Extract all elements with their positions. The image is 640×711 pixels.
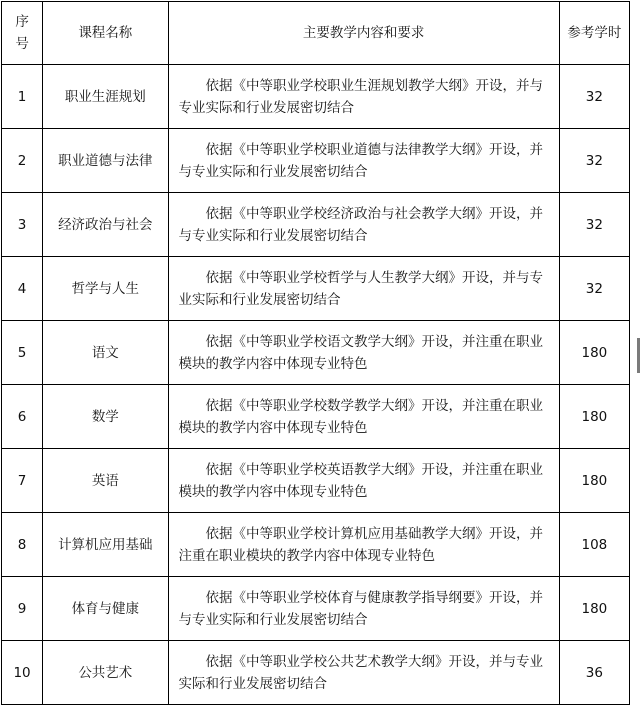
row-course-name: 职业道德与法律 [43, 129, 168, 193]
row-content-text: 依据《中等职业学校公共艺术教学大纲》开设，并与专业实际和行业发展密切结合 [178, 653, 544, 692]
row-content-text: 依据《中等职业学校英语教学大纲》开设，并注重在职业模块的教学内容中体现专业特色 [178, 461, 544, 500]
table-body [2, 65, 630, 705]
row-reference-hours: 32 [559, 257, 629, 321]
table-row [2, 193, 630, 257]
row-serial-number: 7 [2, 449, 43, 513]
row-reference-hours: 180 [559, 577, 629, 641]
row-course-name: 语文 [43, 321, 168, 385]
row-course-name: 哲学与人生 [43, 257, 168, 321]
row-content-text: 依据《中等职业学校哲学与人生教学大纲》开设，并与专业实际和行业发展密切结合 [178, 269, 544, 308]
row-content-text: 依据《中等职业学校计算机应用基础教学大纲》开设，并注重在职业模块的教学内容中体现专业特色 [178, 525, 544, 564]
row-content-cell [168, 65, 559, 129]
row-reference-hours: 32 [559, 65, 629, 129]
row-content-text: 依据《中等职业学校语文教学大纲》开设，并注重在职业模块的教学内容中体现专业特色 [178, 333, 544, 372]
row-serial-number: 1 [2, 65, 43, 129]
row-serial-number: 3 [2, 193, 43, 257]
table-row [2, 257, 630, 321]
header-serial-number-text: 序号 [15, 14, 29, 52]
table-row [2, 385, 630, 449]
row-reference-hours: 180 [559, 449, 629, 513]
row-content-cell [168, 193, 559, 257]
row-course-name: 经济政治与社会 [43, 193, 168, 257]
row-serial-number: 6 [2, 385, 43, 449]
row-serial-number: 9 [2, 577, 43, 641]
row-serial-number: 10 [2, 641, 43, 705]
row-course-name: 公共艺术 [43, 641, 168, 705]
row-content-cell [168, 577, 559, 641]
row-reference-hours: 180 [559, 321, 629, 385]
row-reference-hours: 32 [559, 193, 629, 257]
row-serial-number: 4 [2, 257, 43, 321]
row-course-name: 英语 [43, 449, 168, 513]
row-content-text: 依据《中等职业学校职业生涯规划教学大纲》开设，并与专业实际和行业发展密切结合 [178, 77, 544, 116]
row-serial-number: 2 [2, 129, 43, 193]
row-content-text: 依据《中等职业学校职业道德与法律教学大纲》开设，并与专业实际和行业发展密切结合 [178, 141, 544, 180]
row-content-cell [168, 513, 559, 577]
header-content-requirements: 主要教学内容和要求 [168, 2, 559, 65]
row-content-cell [168, 385, 559, 449]
row-content-text: 依据《中等职业学校数学教学大纲》开设，并注重在职业模块的教学内容中体现专业特色 [178, 397, 544, 436]
row-content-text: 依据《中等职业学校经济政治与社会教学大纲》开设，并与专业实际和行业发展密切结合 [178, 205, 544, 244]
row-content-cell [168, 129, 559, 193]
row-serial-number: 8 [2, 513, 43, 577]
table-row [2, 577, 630, 641]
row-content-cell [168, 641, 559, 705]
row-content-text: 依据《中等职业学校体育与健康教学指导纲要》开设，并与专业实际和行业发展密切结合 [178, 589, 544, 628]
row-reference-hours: 108 [559, 513, 629, 577]
header-serial-number [2, 2, 43, 65]
table-row [2, 641, 630, 705]
row-reference-hours: 36 [559, 641, 629, 705]
row-course-name: 数学 [43, 385, 168, 449]
row-content-cell [168, 321, 559, 385]
course-table [1, 1, 630, 705]
table-header [2, 2, 630, 65]
table-row [2, 321, 630, 385]
row-course-name: 体育与健康 [43, 577, 168, 641]
table-row [2, 513, 630, 577]
row-content-cell [168, 449, 559, 513]
row-reference-hours: 32 [559, 129, 629, 193]
table-row [2, 449, 630, 513]
header-reference-hours: 参考学时 [559, 2, 629, 65]
table-row [2, 65, 630, 129]
row-reference-hours: 180 [559, 385, 629, 449]
table-row [2, 129, 630, 193]
row-content-cell [168, 257, 559, 321]
row-serial-number: 5 [2, 321, 43, 385]
row-course-name: 计算机应用基础 [43, 513, 168, 577]
row-course-name: 职业生涯规划 [43, 65, 168, 129]
header-row [2, 2, 630, 65]
header-course-name: 课程名称 [43, 2, 168, 65]
